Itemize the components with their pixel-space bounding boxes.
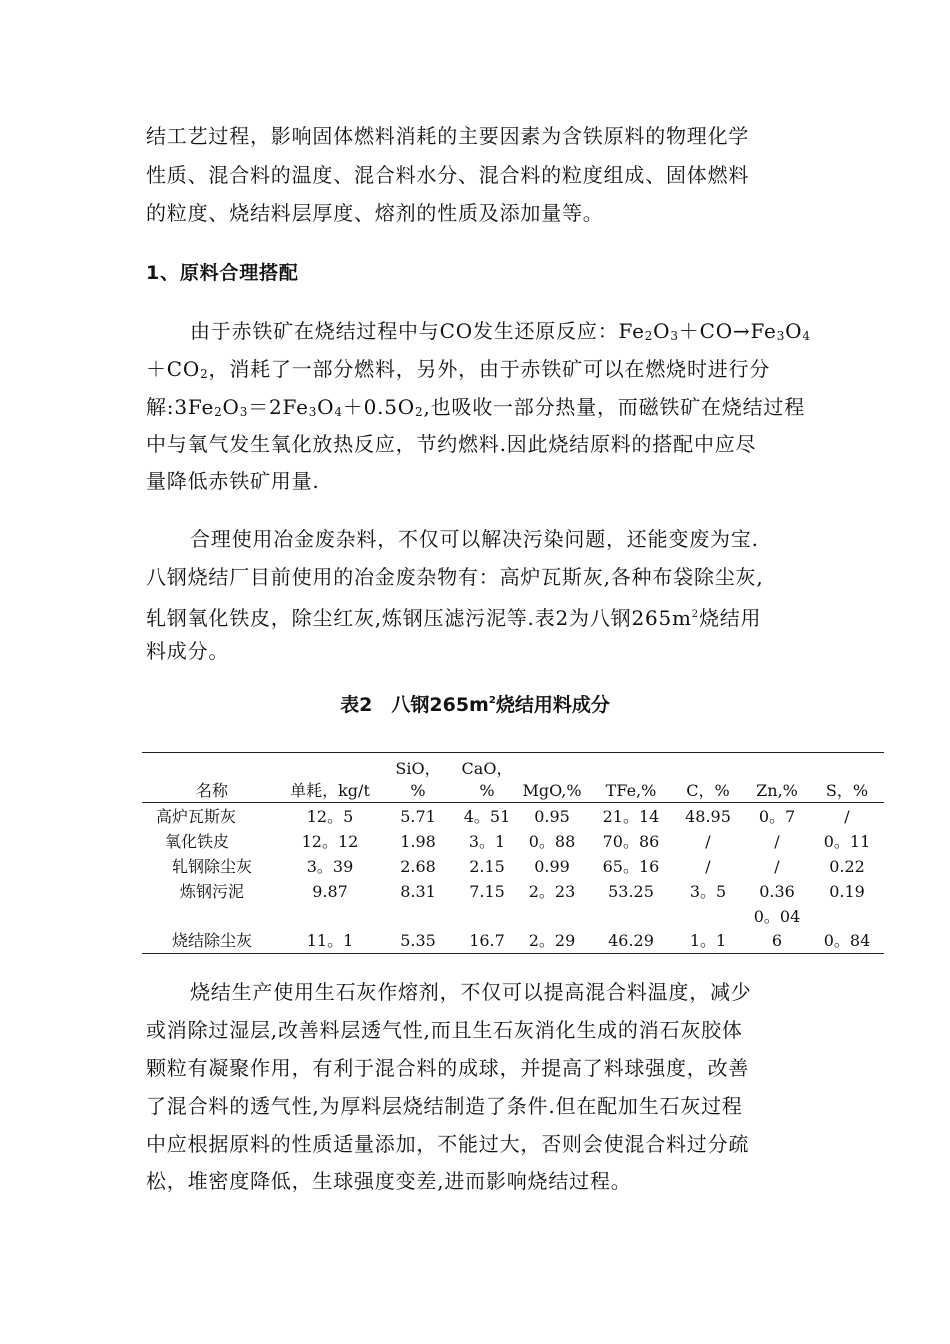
table-cell: 1。1	[689, 931, 727, 950]
paragraph-4-line-1: 烧结生产使用生石灰作熔剂，不仅可以提高混合料温度，减少	[190, 980, 752, 1004]
paragraph-2-line-3: 解$:3Fe_2O_3=2Fe_3O_4+0.5O_2$,也吸收一部分热量，而磁铁矿在烧结过程	[146, 395, 805, 419]
table-header-cell: SiO，	[395, 759, 441, 778]
table-row-name: 高炉瓦斯灰	[155, 807, 236, 826]
table-cell: 3。39	[306, 857, 354, 876]
table-cell: /	[705, 857, 711, 876]
section-heading: 1、原料合理搭配	[146, 262, 299, 284]
table-cell: 0。04	[753, 907, 801, 926]
table-cell: 0。84	[823, 931, 871, 950]
table-cell: /	[774, 857, 780, 876]
table-cell: 5.71	[400, 807, 436, 826]
paragraph-4-line-5: 中应根据原料的性质适量添加，不能过大，否则会使混合料过分疏	[146, 1132, 750, 1156]
table-cell: 2。29	[528, 931, 576, 950]
table-cell: 4。51	[463, 807, 511, 826]
paragraph-3-line-4: 料成分。	[146, 639, 230, 663]
paragraph-4-line-6: 松，堆密度降低，生球强度变差,进而影响烧结过程。	[146, 1169, 632, 1193]
paragraph-3-line-3: 轧钢氧化铁皮，除尘红灰,炼钢压滤污泥等.表2为八钢$265m^2$烧结用	[146, 606, 762, 630]
table-cell: 0。88	[528, 832, 576, 851]
table-cell: 0.22	[829, 857, 865, 876]
table-cell: 5.35	[400, 931, 436, 950]
table-header-cell: %	[410, 781, 426, 800]
table-cell: 11。1	[306, 931, 354, 950]
paragraph-2-line-4: 中与氧气发生氧化放热反应，节约燃料.因此烧结原料的搭配中应尽	[146, 432, 757, 456]
table-cell: 12。12	[301, 832, 359, 851]
table-cell: 7.15	[469, 882, 505, 901]
table-cell: 0.95	[534, 807, 570, 826]
paragraph-2-line-2: $+CO_2$，消耗了一部分燃料，另外，由于赤铁矿可以在燃烧时进行分	[146, 357, 771, 381]
table-cell: 0。11	[823, 832, 871, 851]
table-cell: 16.7	[469, 931, 505, 950]
paragraph-1-line-2: 性质、混合料的温度、混合料水分、混合料的粒度组成、固体燃料	[146, 163, 750, 187]
paragraph-2-line-1: 由于赤铁矿在烧结过程中与CO发生还原反应：$Fe_2O_3+CO\to Fe_3O_4$	[190, 319, 811, 343]
table-cell: 65。16	[602, 857, 660, 876]
table-cell: 2。23	[528, 882, 576, 901]
table-cell: 8.31	[400, 882, 436, 901]
table-cell: 46.29	[608, 931, 654, 950]
paragraph-1-line-1: 结工艺过程，影响固体燃料消耗的主要因素为含铁原料的物理化学	[146, 124, 750, 148]
paragraph-3-line-1: 合理使用冶金废杂料，不仅可以解决污染问题，还能变废为宝.	[190, 527, 759, 551]
table-cell: /	[844, 807, 850, 826]
paragraph-4-line-4: 了混合料的透气性,为厚料层烧结制造了条件.但在配加生石灰过程	[146, 1094, 743, 1118]
table-cell: 2.68	[400, 857, 436, 876]
table-row-name: 烧结除尘灰	[171, 931, 252, 950]
paragraph-2-line-5: 量降低赤铁矿用量.	[146, 469, 320, 493]
table-bottom-rule	[142, 953, 884, 954]
table-cell: 9.87	[312, 882, 348, 901]
table-header-cell: MgO,%	[522, 781, 582, 800]
paragraph-1-line-3: 的粒度、烧结料层厚度、熔剂的性质及添加量等。	[146, 201, 604, 225]
table-row-name: 氧化铁皮	[164, 832, 229, 851]
table-cell: 0.99	[534, 857, 570, 876]
table-header-cell: S，%	[825, 781, 869, 800]
table-cell: 0。7	[758, 807, 796, 826]
table-top-rule	[142, 752, 884, 753]
table-caption: 表2 八钢$265m^2$烧结用料成分	[340, 694, 610, 716]
table-cell: 3。1	[468, 832, 506, 851]
table-header-cell: %	[479, 781, 495, 800]
table-cell: /	[774, 832, 780, 851]
paragraph-4-line-3: 颗粒有凝聚作用，有利于混合料的成球，并提高了料球强度，改善	[146, 1056, 750, 1080]
table-cell: 70。86	[602, 832, 660, 851]
table-row-name: 轧钢除尘灰	[171, 857, 252, 876]
table-cell: /	[705, 832, 711, 851]
table-cell: 1.98	[400, 832, 436, 851]
paragraph-3-line-2: 八钢烧结厂目前使用的冶金废杂物有：高炉瓦斯灰,各种布袋除尘灰,	[146, 565, 764, 589]
table-header-cell: TFe,%	[605, 781, 657, 800]
table-header-cell: C，%	[686, 781, 730, 800]
table-cell: 0.36	[759, 882, 795, 901]
table-cell: 2.15	[469, 857, 505, 876]
table-header-cell: 单耗，kg/t	[290, 781, 370, 800]
table-header-cell: 名称	[195, 781, 228, 800]
table-row-name: 炼钢污泥	[179, 882, 244, 901]
paragraph-4-line-2: 或消除过湿层,改善料层透气性,而且生石灰消化生成的消石灰胶体	[146, 1018, 743, 1042]
table-cell: 53.25	[608, 882, 654, 901]
table-cell: 12。5	[306, 807, 354, 826]
table-header-cell: Zn,%	[756, 781, 798, 800]
table-cell: 6	[771, 931, 783, 950]
table-cell: 0.19	[829, 882, 865, 901]
table-cell: 48.95	[685, 807, 731, 826]
table-cell: 21。14	[602, 807, 660, 826]
table-cell: 3。5	[689, 882, 727, 901]
table-header-cell: CaO，	[461, 759, 513, 778]
